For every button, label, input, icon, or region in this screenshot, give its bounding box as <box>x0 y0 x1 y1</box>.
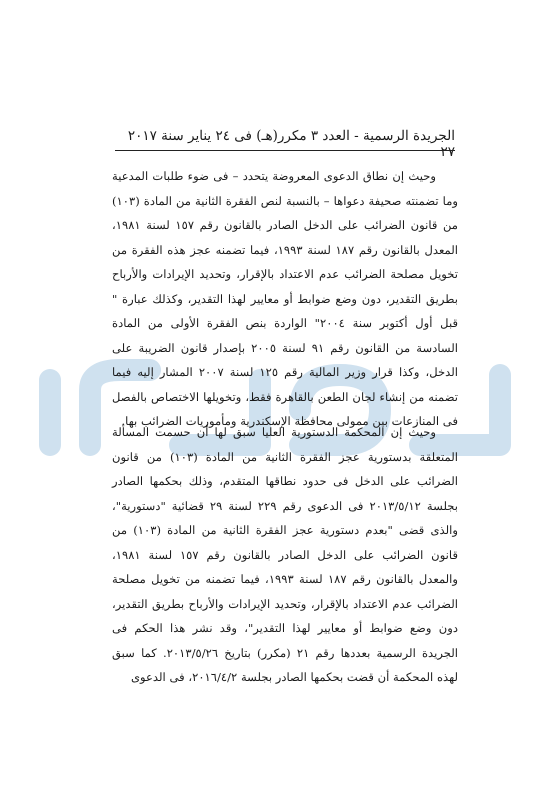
paragraph-text: وحيث إن نطاق الدعوى المعروضة يتحدد – فى ضوء طلبات المدعية وما تضمنته صحيفة دعواها – بالنسبة لنص الفقرة الثانية من المادة (١٠٣) من قانون الضرائب على الدخل الصادر بالقانون رقم ١٥٧ لسنة ١٩٨١، المعدل بالقانون رقم ١٨٧ لسنة ١٩٩٣، فيما تضمنه عجز هذه الفقرة من تخويل مصلحة الضرائب عدم الاعتداد بالإقرار، وتحديد الإيرادات والأرباح بطريق التقدير، دون وضع ضوابط أو معايير لهذا التقدير، وكذلك عبارة " قبل أول أكتوبر سنة ٢٠٠٤" الواردة بنص الفقرة الأولى من المادة السادسة من القانون رقم ٩١ لسنة ٢٠٠٥ بإصدار قانون الضريبة على الدخل، وكذا قرار وزير المالية رقم ١٢٥ لسنة ٢٠٠٧ المشار إليه فيما تضمنه من إنشاء لجان الطعن بالقاهرة فقط، وتخويلها الاختصاص بالفصل فى المنازعات بين ممولى محافظة الإسكندرية ومأموريات الضرائب بها. <box>112 169 459 428</box>
page-header: الجريدة الرسمية - العدد ٣ مكرر(هـ) فى ٢٤ يناير سنة ٢٠١٧ ٢٧ <box>127 128 455 160</box>
paragraph-text: وحيث إن المحكمة الدستورية العليا سبق لها أن حسمت المسألة المتعلقة بدستورية عجز الفقرة الثانية من المادة (١٠٣) من قانون الضرائب على الدخل فى حدود نطاقها المتقدم، وذلك بحكمها الصادر بجلسة ٢٠١٣/٥/١٢ فى الدعوى رقم ٢٢٩ لسنة ٢٩ قضائية "دستورية"، والذى قضى "بعدم دستورية عجز الفقرة الثانية من المادة (١٠٣) من قانون الضرائب على الدخل الصادر بالقانون رقم ١٥٧ لسنة ١٩٨١، والمعدل بالقانون رقم ١٨٧ لسنة ١٩٩٣، فيما تضمنه من تخويل مصلحة الضرائب عدم الاعتداد بالإقرار، وتحديد الإيرادات والأرباح بطريق التقدير، دون وضع ضوابط أو معايير لهذا التقدير"، وقد نشر هذا الحكم فى الجريدة الرسمية بعددها رقم ٢١ (مكرر) بتاريخ ٢٠١٣/٥/٢٦. كما سبق لهذه المحكمة أن قضت بحكمها الصادر بجلسة ٢٠١٦/٤/٢، فى الدعوى <box>112 425 459 684</box>
paragraph-scope <box>112 164 458 434</box>
paragraph-precedent <box>112 420 458 690</box>
header-divider <box>115 150 455 151</box>
